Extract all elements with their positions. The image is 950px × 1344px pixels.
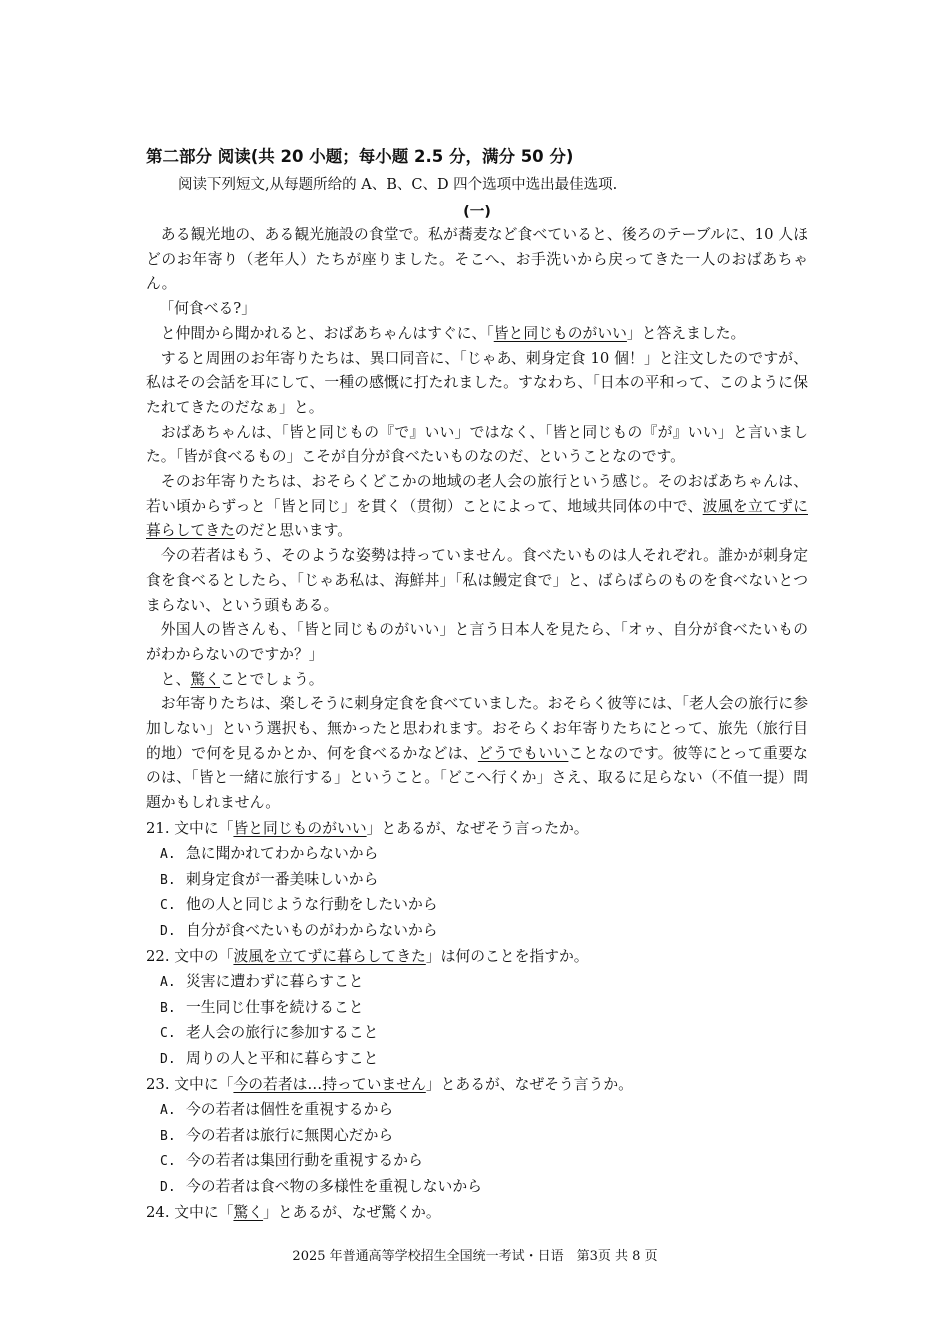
reading-passage — [146, 223, 808, 816]
question-text: 」とあるが、なぜそう言ったか。 — [366, 820, 589, 837]
option-letter: D. — [160, 924, 176, 940]
underlined-phrase: 驚く — [190, 670, 221, 688]
question-quote: 皆と同じものがいい — [233, 820, 367, 837]
option-text: 今の若者は個性を重視するから — [186, 1100, 394, 1118]
section-title: 第二部分 阅读(共 20 小题；每小题 2.5 分，满分 50 分) — [146, 147, 574, 166]
passage-paragraph: すると周囲のお年寄りたちは、異口同音に、「じゃあ、刺身定食 10 個！」と注文したのですが、私はその会話を耳にして、一種の感慨に打たれました。すなわち、「日本の平和って、このように保たれてきたのだなぁ」と。 — [146, 349, 808, 416]
question-quote: 今の若者は…持っていません — [233, 1075, 426, 1093]
question-text: 22. 文中の「 — [146, 947, 234, 965]
passage-paragraph: おばあちゃんは、「皆と同じもの『で』いい」ではなく、「皆と同じもの『が』いい」と言いました。「皆が食べるもの」こそが自分が食べたいものなのだ、ということなのです。 — [146, 423, 808, 466]
underlined-phrase: 皆と同じものがいい — [493, 324, 627, 342]
passage-paragraph: 今の若者はもう、そのような姿勢は持っていません。食べたいものは人それぞれ。誰かが刺身定食を食べるとしたら、「じゃあ私は、海鮮丼」「私は鰻定食で」と、ばらばらのものを食べないとつまらない、という頭もある。 — [146, 547, 808, 614]
passage-number: (一) — [463, 204, 491, 220]
question-text: 」とあるが、なぜ驚くか。 — [263, 1203, 441, 1221]
option-letter: A. — [160, 846, 176, 862]
passage-text: そのお年寄りたちは、おそらくどこかの地域の老人会の旅行という感じ。そのおばあちゃんは、若い頃からずっと「皆と同じ」を貫く（贯彻）ことによって、地域共同体の中で、 — [146, 473, 808, 515]
option-letter: B. — [160, 1128, 176, 1144]
passage-paragraph — [146, 668, 808, 693]
question-text: 」は何のことを指すか。 — [425, 947, 589, 965]
option-21-b[interactable] — [146, 868, 808, 894]
option-23-c[interactable] — [146, 1149, 808, 1175]
question-list — [146, 817, 808, 1226]
passage-paragraph — [146, 692, 808, 816]
underlined-phrase: 波風を立てずに暮らしてきた — [146, 497, 808, 540]
question-quote: 驚く — [233, 1203, 264, 1221]
option-text: 他の人と同じような行動をしたいから — [186, 896, 438, 914]
option-23-b[interactable] — [146, 1124, 808, 1150]
question-quote: 波風を立てずに暮らしてきた — [233, 947, 426, 965]
option-text: 今の若者は集団行動を重視するから — [186, 1152, 423, 1170]
option-22-d[interactable] — [146, 1047, 808, 1073]
option-letter: A. — [160, 974, 176, 990]
page-footer: 2025 年普通高等学校招生全国统一考试・日语 第3页 共 8 页 — [292, 1249, 658, 1264]
option-letter: D. — [160, 1052, 176, 1068]
passage-paragraph: ある観光地の、ある観光施設の食堂で。私が蕎麦など食べていると、後ろのテーブルに、10 人ほどのお年寄り（老年人）たちが座りました。そこへ、お手洗いから戻ってきた一人のおばあちゃん。 — [146, 226, 808, 293]
passage-paragraph — [146, 322, 808, 347]
passage-text: ことでしょう。 — [220, 670, 324, 688]
passage-text: と仲間から聞かれると、おばあちゃんはすぐに、「 — [160, 324, 494, 342]
question-22 — [146, 945, 808, 970]
option-23-d[interactable] — [146, 1175, 808, 1201]
option-letter: B. — [160, 872, 176, 888]
option-22-b[interactable] — [146, 996, 808, 1022]
option-letter: C. — [160, 898, 176, 914]
option-text: 今の若者は食べ物の多様性を重視しないから — [186, 1178, 482, 1196]
option-21-d[interactable] — [146, 919, 808, 945]
option-22-a[interactable] — [146, 970, 808, 996]
question-text: 23. 文中に「 — [146, 1075, 234, 1093]
question-21 — [146, 817, 808, 842]
passage-text: と、 — [160, 670, 191, 688]
option-23-a[interactable] — [146, 1098, 808, 1124]
passage-paragraph — [146, 470, 808, 544]
option-letter: D. — [160, 1180, 176, 1196]
option-21-a[interactable] — [146, 842, 808, 868]
passage-text: お年寄りたちは、楽しそうに刺身定食を食べていました。おそらく彼等には、「老人会の旅行に参加しない」という選択も、無かったと思われます。おそらくお年寄りたちにとって、旅先（旅行目的地）で何を見るかとか、何を食べるかなどは、 — [146, 695, 808, 762]
instruction-text: 阅读下列短文,从每题所给的 A、B、C、D 四个选项中选出最佳选项. — [178, 177, 618, 193]
passage-text: のだと思います。 — [234, 522, 352, 540]
option-letter: C. — [160, 1026, 176, 1042]
underlined-phrase: どうでもいい — [477, 744, 569, 762]
passage-paragraph: 外国人の皆さんも、「皆と同じものがいい」と言う日本人を見たら、「オゥ、自分が食べたいものがわからないのですか？」 — [146, 621, 808, 663]
passage-text: ことなのです。彼等にとって重要なのは、「皆と一緒に旅行する」ということ。「どこへ行くか」さえ、取るに足らない（不值一提）問題かもしれません。 — [146, 744, 808, 812]
option-text: 急に聞かれてわからないから — [186, 844, 379, 862]
option-text: 刺身定食が一番美味しいから — [186, 870, 379, 888]
option-text: 今の若者は旅行に無関心だから — [186, 1126, 394, 1144]
option-text: 自分が食べたいものがわからないから — [186, 922, 438, 940]
question-text: 24. 文中に「 — [146, 1203, 234, 1221]
option-letter: B. — [160, 1000, 176, 1016]
question-text: 21. 文中に「 — [146, 820, 234, 837]
passage-paragraph: 「何食べる?」 — [159, 300, 257, 318]
option-letter: A. — [160, 1102, 176, 1118]
option-text: 一生同じ仕事を続けること — [186, 998, 364, 1016]
question-23 — [146, 1073, 808, 1098]
option-21-c[interactable] — [146, 893, 808, 919]
option-22-c[interactable] — [146, 1021, 808, 1047]
question-24 — [146, 1201, 808, 1226]
question-text: 」とあるが、なぜそう言うか。 — [425, 1075, 633, 1093]
option-text: 老人会の旅行に参加すること — [186, 1024, 379, 1042]
passage-text: 」と答えました。 — [626, 324, 746, 342]
option-text: 周りの人と平和に暮らすこと — [186, 1050, 379, 1068]
option-text: 災害に遭わずに暮らすこと — [186, 972, 364, 990]
option-letter: C. — [160, 1154, 176, 1170]
